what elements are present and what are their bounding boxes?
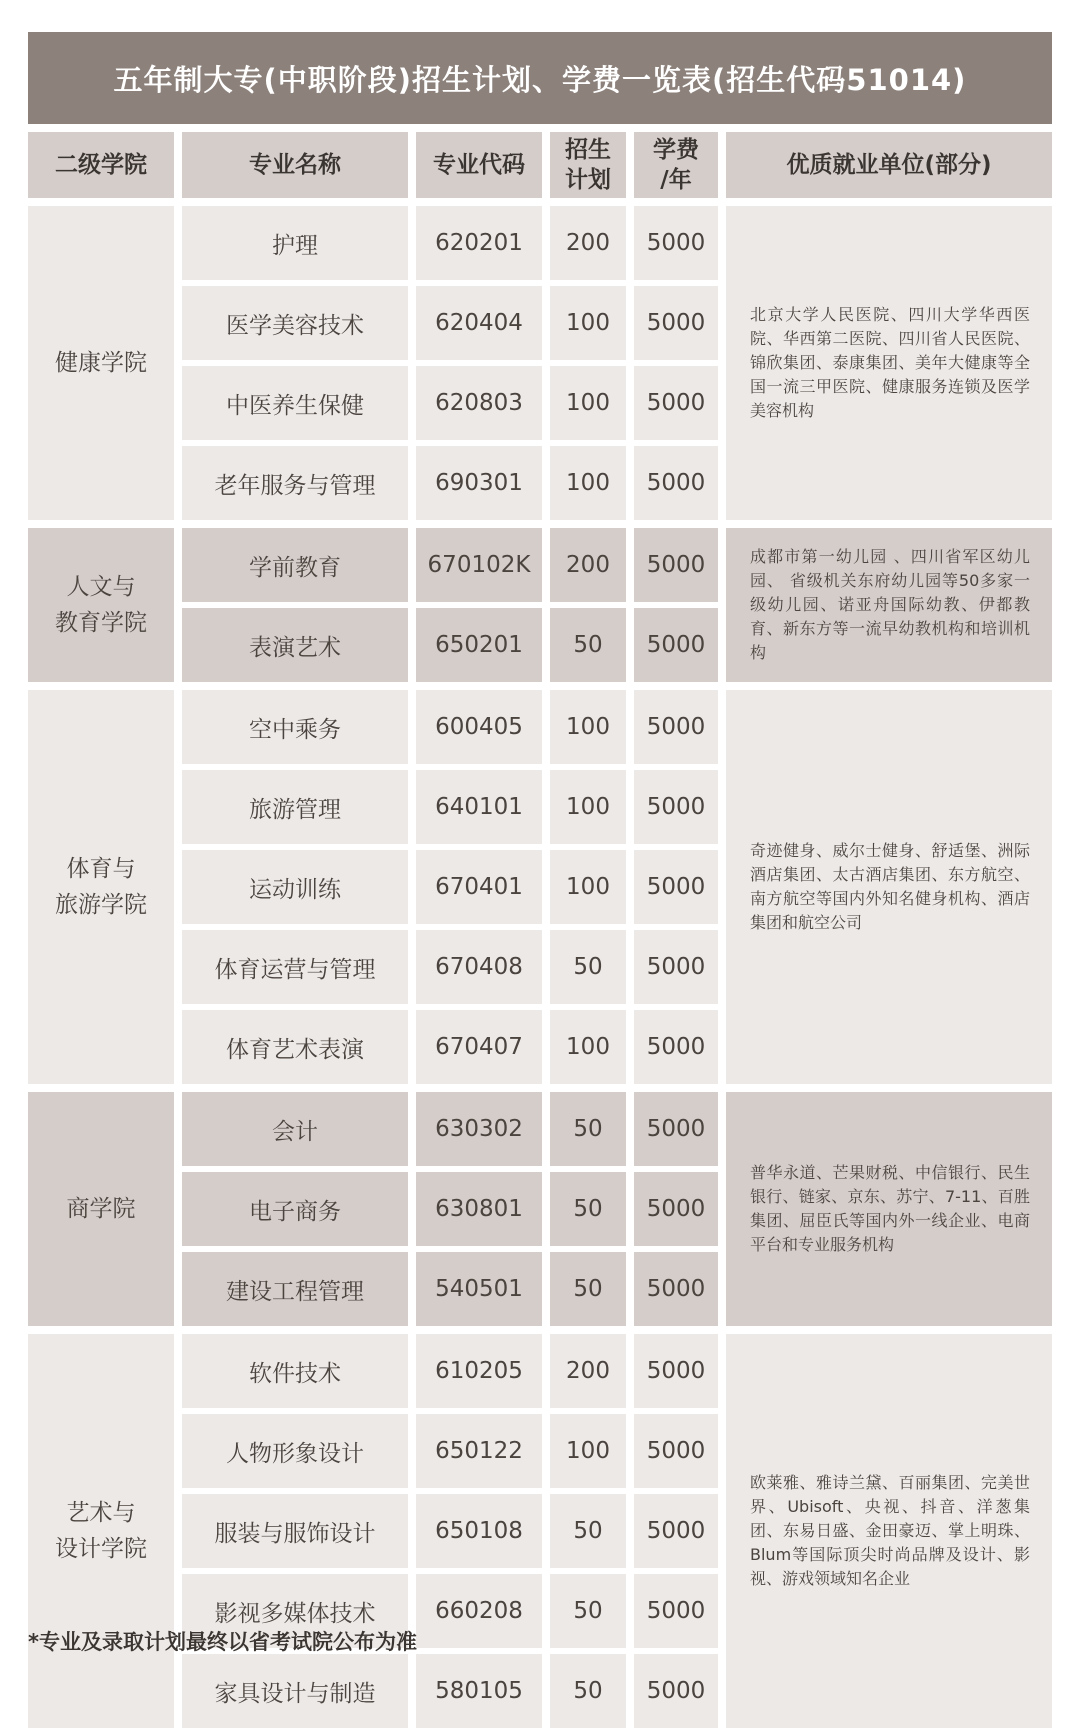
enrollment-plan: 50 xyxy=(550,1172,626,1246)
major-name: 影视多媒体技术 xyxy=(182,1574,408,1648)
major-code: 660208 xyxy=(416,1574,542,1648)
enrollment-plan: 100 xyxy=(550,446,626,520)
tuition-fee: 5000 xyxy=(634,1252,718,1326)
enrollment-plan: 50 xyxy=(550,1574,626,1648)
tuition-fee: 5000 xyxy=(634,286,718,360)
major-name: 服装与服饰设计 xyxy=(182,1494,408,1568)
major-code: 670401 xyxy=(416,850,542,924)
major-name: 人物形象设计 xyxy=(182,1414,408,1488)
tuition-fee: 5000 xyxy=(634,1574,718,1648)
header-major: 专业名称 xyxy=(182,132,408,198)
college-cell: 艺术与 设计学院 xyxy=(28,1334,174,1728)
tuition-fee: 5000 xyxy=(634,930,718,1004)
enrollment-plan: 100 xyxy=(550,690,626,764)
enrollment-plan: 50 xyxy=(550,1092,626,1166)
tuition-fee: 5000 xyxy=(634,446,718,520)
header-code: 专业代码 xyxy=(416,132,542,198)
major-name: 电子商务 xyxy=(182,1172,408,1246)
major-code: 630302 xyxy=(416,1092,542,1166)
tuition-fee: 5000 xyxy=(634,850,718,924)
major-name: 旅游管理 xyxy=(182,770,408,844)
enrollment-plan: 50 xyxy=(550,1654,626,1728)
enrollment-plan: 50 xyxy=(550,1494,626,1568)
enrollment-plan: 200 xyxy=(550,528,626,602)
tuition-fee: 5000 xyxy=(634,1414,718,1488)
major-name: 中医养生保健 xyxy=(182,366,408,440)
major-code: 670407 xyxy=(416,1010,542,1084)
major-code: 600405 xyxy=(416,690,542,764)
tuition-fee: 5000 xyxy=(634,608,718,682)
employers-cell: 成都市第一幼儿园 、四川省军区幼儿园、 省级机关东府幼儿园等50多家一级幼儿园、诺亚舟国际幼教、伊都教育、新东方等一流早幼教机构和培训机构 xyxy=(726,528,1052,682)
tuition-fee: 5000 xyxy=(634,690,718,764)
major-name: 建设工程管理 xyxy=(182,1252,408,1326)
footnote: *专业及录取计划最终以省考试院公布为准 xyxy=(28,1630,417,1654)
employers-cell: 普华永道、芒果财税、中信银行、民生银行、链家、京东、苏宁、7-11、百胜集团、屈臣氏等国内外一线企业、电商平台和专业服务机构 xyxy=(726,1092,1052,1326)
major-code: 620404 xyxy=(416,286,542,360)
major-code: 690301 xyxy=(416,446,542,520)
college-cell: 体育与 旅游学院 xyxy=(28,690,174,1084)
major-code: 640101 xyxy=(416,770,542,844)
enrollment-plan: 200 xyxy=(550,1334,626,1408)
header-college: 二级学院 xyxy=(28,132,174,198)
employers-cell: 欧莱雅、雅诗兰黛、百丽集团、完美世界、Ubisoft、央视、抖音、洋葱集团、东易日盛、金田豪迈、掌上明珠、Blum等国际顶尖时尚品牌及设计、影视、游戏领域知名企业 xyxy=(726,1334,1052,1728)
major-code: 650122 xyxy=(416,1414,542,1488)
major-name: 运动训练 xyxy=(182,850,408,924)
tuition-fee: 5000 xyxy=(634,528,718,602)
enrollment-plan: 100 xyxy=(550,1414,626,1488)
major-code: 610205 xyxy=(416,1334,542,1408)
employers-cell: 奇迹健身、威尔士健身、舒适堡、洲际酒店集团、太古酒店集团、东方航空、南方航空等国内外知名健身机构、酒店集团和航空公司 xyxy=(726,690,1052,1084)
header-plan: 招生 计划 xyxy=(550,132,626,198)
major-name: 学前教育 xyxy=(182,528,408,602)
enrollment-plan: 50 xyxy=(550,1252,626,1326)
college-cell: 健康学院 xyxy=(28,206,174,520)
major-code: 580105 xyxy=(416,1654,542,1728)
enrollment-plan: 100 xyxy=(550,1010,626,1084)
major-code: 650108 xyxy=(416,1494,542,1568)
major-name: 表演艺术 xyxy=(182,608,408,682)
major-code: 670102K xyxy=(416,528,542,602)
enrollment-plan: 50 xyxy=(550,608,626,682)
header-fee: 学费 /年 xyxy=(634,132,718,198)
tuition-fee: 5000 xyxy=(634,770,718,844)
enrollment-plan: 100 xyxy=(550,366,626,440)
major-code: 630801 xyxy=(416,1172,542,1246)
employers-cell: 北京大学人民医院、四川大学华西医院、华西第二医院、四川省人民医院、锦欣集团、泰康集团、美年大健康等全国一流三甲医院、健康服务连锁及医学美容机构 xyxy=(726,206,1052,520)
enrollment-plan: 100 xyxy=(550,770,626,844)
tuition-fee: 5000 xyxy=(634,1092,718,1166)
major-name: 家具设计与制造 xyxy=(182,1654,408,1728)
major-name: 软件技术 xyxy=(182,1334,408,1408)
tuition-fee: 5000 xyxy=(634,366,718,440)
major-name: 老年服务与管理 xyxy=(182,446,408,520)
enrollment-plan: 100 xyxy=(550,850,626,924)
tuition-fee: 5000 xyxy=(634,1010,718,1084)
tuition-fee: 5000 xyxy=(634,1654,718,1728)
major-code: 650201 xyxy=(416,608,542,682)
tuition-fee: 5000 xyxy=(634,206,718,280)
major-name: 医学美容技术 xyxy=(182,286,408,360)
enrollment-plan: 100 xyxy=(550,286,626,360)
tuition-fee: 5000 xyxy=(634,1334,718,1408)
header-employers: 优质就业单位(部分) xyxy=(726,132,1052,198)
major-name: 体育艺术表演 xyxy=(182,1010,408,1084)
college-cell: 人文与 教育学院 xyxy=(28,528,174,682)
major-code: 670408 xyxy=(416,930,542,1004)
major-code: 540501 xyxy=(416,1252,542,1326)
college-cell: 商学院 xyxy=(28,1092,174,1326)
major-code: 620803 xyxy=(416,366,542,440)
major-code: 620201 xyxy=(416,206,542,280)
enrollment-plan: 50 xyxy=(550,930,626,1004)
major-name: 会计 xyxy=(182,1092,408,1166)
major-name: 体育运营与管理 xyxy=(182,930,408,1004)
page-title: 五年制大专(中职阶段)招生计划、学费一览表(招生代码51014) xyxy=(28,32,1052,124)
tuition-fee: 5000 xyxy=(634,1172,718,1246)
major-name: 空中乘务 xyxy=(182,690,408,764)
enrollment-plan: 200 xyxy=(550,206,626,280)
major-name: 护理 xyxy=(182,206,408,280)
tuition-fee: 5000 xyxy=(634,1494,718,1568)
